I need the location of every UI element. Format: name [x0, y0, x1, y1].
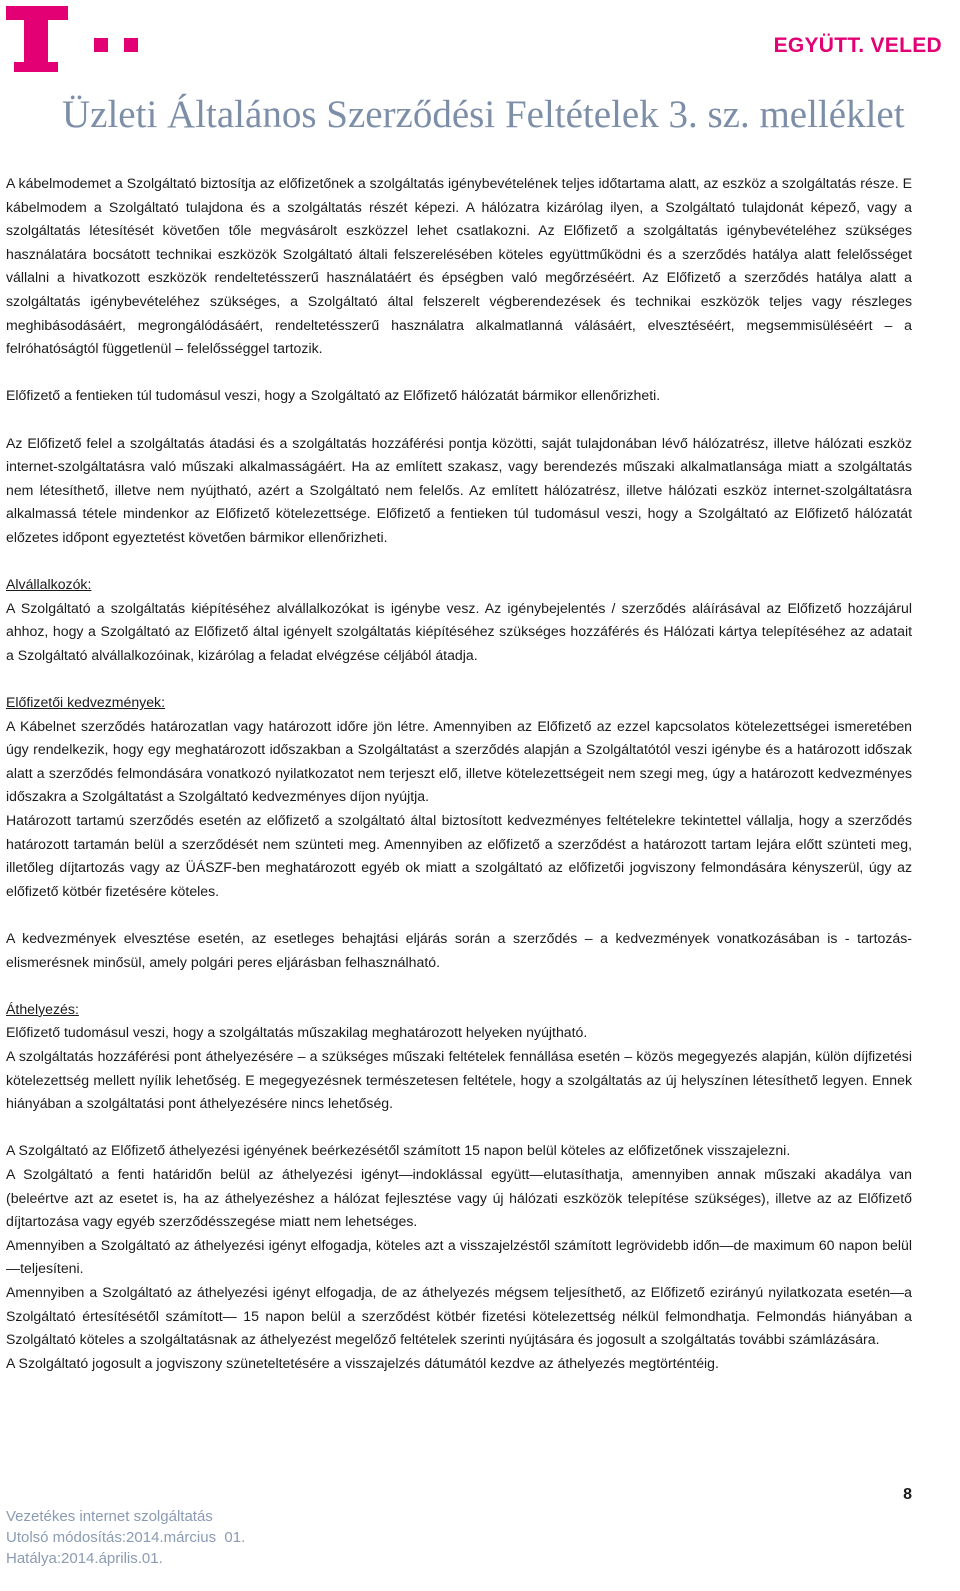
brand-slogan: EGYÜTT. VELED — [773, 34, 942, 57]
logo-t-foot — [14, 62, 58, 72]
paragraph: A Kábelnet szerződés határozatlan vagy határozott időre jön létre. Amennyiben az Előfizető az ezzel kapcsolatos kötelezettségei ismeretében úgy rendelkezik, hogy egy meghatározott időszakban a Szolgáltatást a szerződés alapján a Szolgáltatótól veszi igénybe és a határozott időszak alatt a szerződés felmondására vonatkozó nyilatkozatot nem terjeszt elő, illetve kötelezettségeit nem szegi meg, úgy a határozott kedvezményes időszakra a Szolgáltatást a Szolgáltató kedvezményes díjon nyújtja. — [6, 717, 912, 805]
paragraph: A Szolgáltató a szolgáltatás kiépítéséhez alvállalkozókat is igénybe vesz. Az igénybejelentés / szerződés aláírásával az Előfizető hozzájárul ahhoz, hogy a Szolgáltató az Előfizető által igényelt szolgáltatás kiépítéséhez szükséges hozzáférés és Hálózati kártya telepítéséhez az adatait a Szolgáltató alvállalkozóinak, kizárólag a feladat elvégzése céljából átadja. — [6, 599, 912, 663]
page-number: 8 — [903, 1486, 912, 1503]
page-title: Üzleti Általános Szerződési Feltételek 3. sz. melléklet — [62, 93, 905, 136]
footer-service-name: Vezetékes internet szolgáltatás — [6, 1508, 213, 1525]
telekom-logo — [6, 6, 146, 76]
document-body — [6, 172, 912, 1375]
paragraph: Előfizető tudomásul veszi, hogy a szolgáltatás műszakilag meghatározott helyeken nyújtható. — [6, 1024, 588, 1041]
footer-last-modified: Utolsó módosítás:2014.március 01. — [6, 1529, 246, 1546]
logo-dot-1 — [94, 38, 108, 52]
section-heading-subcontractors: Alvállalkozók: — [6, 576, 92, 593]
paragraph: Amennyiben a Szolgáltató az áthelyezési igényt elfogadja, köteles azt a visszajelzéstől számított legrövidebb időn—de maximum 60 napon belül—teljesíteni. — [6, 1236, 912, 1277]
paragraph: A kábelmodemet a Szolgáltató biztosítja az előfizetőnek a szolgáltatás igénybevételének teljes időtartama alatt, az eszköz a szolgáltatás része. E kábelmodem a Szolgáltató tulajdona és a szolgáltatás részét képezi. A hálózatra kizárólag ilyen, a Szolgáltató tulajdonát képező, vagy a szolgáltatás létesítését követően tőle megvásárolt eszközzel lehet csatlakozni. Az Előfizető a szolgáltatás igénybevételéhez szükséges használatára bocsátott technikai eszközök Szolgáltató általi felszerelésében köteles együttműködni és a szerződés hatálya alatt felelősséget vállalni a hivatkozott eszközök rendeltetésszerű használatáért és épségben való megőrzéséért. Az Előfizető a szerződés hatálya alatt a szolgáltatás igénybevételéhez szükséges, a Szolgáltató által felszerelt végberendezések és technikai eszközök teljes vagy részleges meghibásodásáért, megrongálódásáért, rendeltetésszerű használatra alkalmatlanná válásáért, elvesztéséért, megsemmisüléséért – a felróhatóságtól függetlenül – felelősséggel tartozik. — [6, 175, 912, 357]
paragraph: Az Előfizető felel a szolgáltatás átadási és a szolgáltatás hozzáférési pontja közötti, saját tulajdonában lévő hálózatrész, illetve hálózati eszköz internet-szolgáltatásra való műszaki alkalmasságáért. Ha az említett szakasz, vagy berendezés műszaki alkalmatlansága miatt a szolgáltatás nem létesíthető, illetve nem nyújtható, azért a Szolgáltató nem felelős. Az említett hálózatrész, illetve hálózati eszköz internet-szolgáltatásra alkalmassá tétele mindenkor az Előfizető kötelezettsége. Előfizető a fentieken túl tudomásul veszi, hogy a Szolgáltató az Előfizető hálózatát előzetes időpont egyeztetést követően bármikor ellenőrizheti. — [6, 434, 912, 545]
paragraph: Határozott tartamú szerződés esetén az előfizető a szolgáltató által biztosított kedvezményes feltételekre tekintettel vállalja, hogy a szerződés határozott tartamán belül a szerződését nem szünteti meg. Amennyiben az előfizető a szerződést a határozott tartam lejára előtt szünteti meg, illetőleg díjtartozás vagy az ÜÁSZF-ben meghatározott egyéb ok miatt a szolgáltató az előfizetői jogviszony felmondására kényszerül, úgy az előfizető kötbér fizetésére köteles. — [6, 812, 912, 899]
paragraph: A Szolgáltató a fenti határidőn belül az áthelyezési igényt—indoklással együtt—elutasíthatja, amennyiben annak műszaki akadálya van (beleértve azt az esetet is, ha az áthelyezéshez a hálózat fejlesztése vagy új hálózati eszközök telepítése szükséges), illetve az az Előfizető díjtartozása vagy egyéb szerződésszegése miatt nem lehetséges. — [6, 1165, 912, 1230]
paragraph: A kedvezmények elvesztése esetén, az esetleges behajtási eljárás során a szerződés – a kedvezmények vonatkozásában is - tartozás-elismerésnek minősül, amely polgári peres eljárásban felhasználható. — [6, 930, 912, 970]
section-heading-discounts: Előfizetői kedvezmények: — [6, 694, 166, 711]
paragraph: A Szolgáltató jogosult a jogviszony szüneteltetésére a visszajelzés dátumától kezdve az áthelyezés megtörténtéig. — [6, 1354, 719, 1371]
paragraph: Előfizető a fentieken túl tudomásul veszi, hogy a Szolgáltató az Előfizető hálózatát bármikor ellenőrizheti. — [6, 387, 661, 404]
logo-dot-2 — [124, 38, 138, 52]
section-heading-relocation: Áthelyezés: — [6, 1000, 79, 1017]
paragraph: Amennyiben a Szolgáltató az áthelyezési igényt elfogadja, de az áthelyezés mégsem teljesíthető, az Előfizető ezirányú nyilatkozata esetén—a Szolgáltató értesítésétől számított— 15 napon belül a szerződést kötbér fizetési kötelezettség nélkül felmondhatja. Felmondás hiányában a Szolgáltató köteles a szolgáltatásnak az áthelyezést megelőző feltételek szerinti nyújtására és jogosult a szolgáltatás további számlázására. — [6, 1283, 912, 1348]
paragraph: A szolgáltatás hozzáférési pont áthelyezésére – a szükséges műszaki feltételek fennállása esetén – közös megegyezés alapján, külön díjfizetési kötelezettség mellett nyílik lehetőség. E megegyezésnek természetesen feltétele, hogy a szolgáltatás az új helyszínen létesíthető legyen. Ennek hiányában a szolgáltatási pont áthelyezésére nincs lehetőség. — [6, 1047, 912, 1112]
page-footer — [6, 1506, 245, 1569]
footer-effective-date: Hatálya:2014.április.01. — [6, 1550, 163, 1567]
paragraph: A Szolgáltató az Előfizető áthelyezési igényének beérkezésétől számított 15 napon belül köteles az előfizetőnek visszajelezni. — [6, 1142, 791, 1159]
